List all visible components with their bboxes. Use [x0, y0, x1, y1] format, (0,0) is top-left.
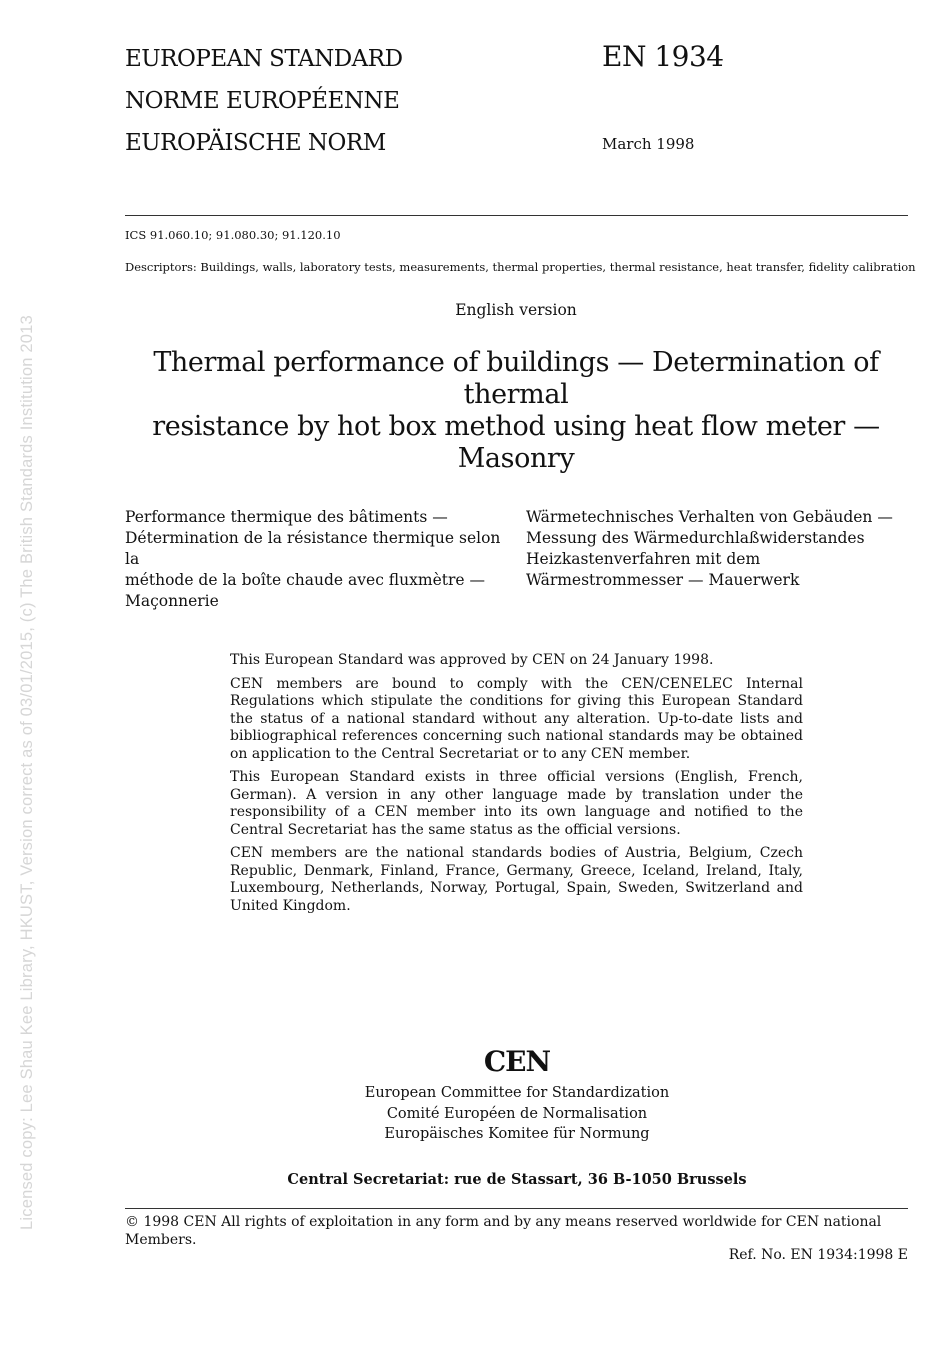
cen-logo: CEN	[483, 1045, 551, 1078]
cen-name-german: Europäisches Komitee für Normung	[384, 1126, 650, 1142]
compliance-paragraph: CEN members are bound to comply with the CEN/CENELEC Internal Regulations which stipulate the conditions for giving this European Standard the status of a national standard without any alteration. Up-to-date lists and bibliographical references concerning such national standards may be obtained on application to the Central Secretariat or to any CEN member.	[230, 675, 803, 762]
german-title-line: Wärmetechnisches Verhalten von Gebäuden —	[526, 508, 893, 526]
header-line-german: EUROPÄISCHE NORM	[125, 130, 386, 156]
title-line-2: resistance by hot box method using heat flow meter — Masonry	[152, 411, 880, 474]
title-line-1: Thermal performance of buildings — Determination of thermal	[153, 347, 879, 410]
cen-names	[317, 1083, 717, 1145]
copyright-notice: © 1998 CEN All rights of exploitation in any form and by any means reserved worldwide for CEN national Members.	[125, 1214, 882, 1248]
french-title-line: Performance thermique des bâtiments —	[125, 508, 448, 526]
reference-number: Ref. No. EN 1934:1998 E	[728, 1247, 908, 1263]
ics-codes: ICS 91.060.10; 91.080.30; 91.120.10	[125, 228, 341, 242]
header-line-french: NORME EUROPÉENNE	[125, 88, 400, 114]
central-secretariat: Central Secretariat: rue de Stassart, 36 B-1050 Brussels	[287, 1171, 747, 1188]
header-line-english: EUROPEAN STANDARD	[125, 46, 403, 72]
french-title	[125, 507, 505, 612]
standard-number: EN 1934	[602, 40, 724, 73]
descriptors: Descriptors: Buildings, walls, laboratory tests, measurements, thermal properties, thermal resistance, heat transfer, fidelity calibration	[125, 260, 916, 274]
approval-paragraph: This European Standard was approved by CEN on 24 January 1998.	[230, 652, 714, 668]
german-title	[526, 507, 916, 591]
license-watermark: Licensed copy: Lee Shau Kee Library, HKUST, Version correct as of 03/01/2015, (c) The British Standards Institution 2013	[18, 315, 36, 1230]
german-title-line: Wärmestrommesser — Mauerwerk	[526, 571, 800, 589]
french-title-line: Maçonnerie	[125, 592, 219, 610]
header-rule	[125, 215, 908, 216]
versions-paragraph: This European Standard exists in three official versions (English, French, German). A version in any other language made by translation under the responsibility of a CEN member into its own language and notified to the Central Secretariat has the same status as the official versions.	[230, 769, 803, 838]
german-title-line: Heizkastenverfahren mit dem	[526, 550, 761, 568]
cen-name-french: Comité Européen de Normalisation	[386, 1105, 648, 1122]
german-title-line: Messung des Wärmedurchlaßwiderstandes	[526, 529, 865, 547]
publication-date: March 1998	[602, 135, 695, 153]
footer-rule	[125, 1208, 908, 1209]
cen-name-english: European Committee for Standardization	[364, 1085, 670, 1101]
french-title-line: Détermination de la résistance thermique selon la	[125, 529, 501, 568]
members-paragraph: CEN members are the national standards bodies of Austria, Belgium, Czech Republic, Denmark, Finland, France, Germany, Greece, Iceland, Ireland, Italy, Luxembourg, Netherlands, Norway, Portugal, Spain, Sweden, Switzerland and United Kingdom.	[230, 845, 803, 914]
approval-notice	[230, 652, 803, 921]
document-title	[100, 347, 932, 475]
french-title-line: méthode de la boîte chaude avec fluxmètre —	[125, 571, 485, 589]
version-label: English version	[455, 301, 577, 319]
